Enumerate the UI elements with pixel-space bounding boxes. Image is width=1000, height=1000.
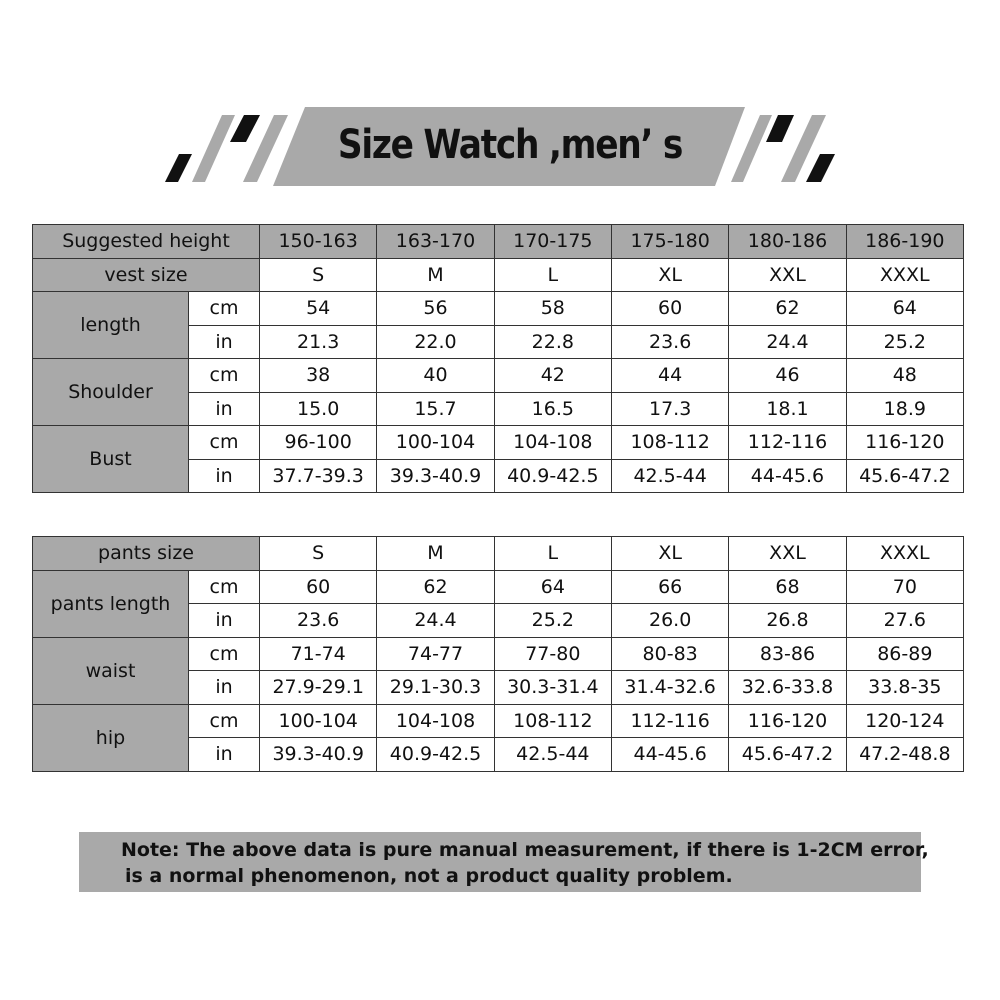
value-cell: 18.9 [846, 392, 963, 426]
value-cell: 31.4-32.6 [612, 671, 729, 705]
value-cell: 39.3-40.9 [260, 738, 377, 772]
unit-cm: cm [189, 359, 260, 393]
value-cell: 23.6 [260, 604, 377, 638]
value-cell: 37.7-39.3 [260, 459, 377, 493]
value-cell: 24.4 [377, 604, 494, 638]
size-cell: M [377, 537, 494, 571]
value-cell: 64 [494, 570, 611, 604]
size-cell: L [494, 258, 611, 292]
unit-in: in [189, 325, 260, 359]
size-label: pants size [33, 537, 260, 571]
value-cell: 86-89 [846, 637, 963, 671]
unit-in: in [189, 738, 260, 772]
vest-size-table [32, 224, 964, 493]
pants-size-table [32, 536, 964, 772]
height-label: Suggested height [33, 225, 260, 259]
measure-row-cm [33, 637, 964, 671]
value-cell: 15.0 [260, 392, 377, 426]
measure-row-cm [33, 359, 964, 393]
unit-cm: cm [189, 292, 260, 326]
value-cell: 42 [494, 359, 611, 393]
value-cell: 74-77 [377, 637, 494, 671]
value-cell: 77-80 [494, 637, 611, 671]
height-row [33, 225, 964, 259]
unit-cm: cm [189, 426, 260, 460]
value-cell: 60 [611, 292, 728, 326]
value-cell: 112-116 [612, 704, 729, 738]
value-cell: 15.7 [377, 392, 494, 426]
value-cell: 64 [846, 292, 963, 326]
value-cell: 80-83 [612, 637, 729, 671]
right-stripe-dark-2 [806, 154, 835, 182]
value-cell: 44 [611, 359, 728, 393]
height-cell: 163-170 [377, 225, 494, 259]
value-cell: 25.2 [494, 604, 611, 638]
size-cell: XL [612, 537, 729, 571]
measure-label: length [33, 292, 189, 359]
unit-in: in [189, 392, 260, 426]
height-cell: 170-175 [494, 225, 611, 259]
value-cell: 27.6 [846, 604, 963, 638]
value-cell: 60 [260, 570, 377, 604]
measure-row-cm [33, 292, 964, 326]
measure-label: pants length [33, 570, 189, 637]
value-cell: 108-112 [494, 704, 611, 738]
value-cell: 42.5-44 [611, 459, 728, 493]
measure-label: Bust [33, 426, 189, 493]
value-cell: 120-124 [846, 704, 963, 738]
value-cell: 44-45.6 [729, 459, 846, 493]
value-cell: 22.8 [494, 325, 611, 359]
unit-cm: cm [189, 570, 260, 604]
value-cell: 42.5-44 [494, 738, 611, 772]
size-cell: S [260, 537, 377, 571]
value-cell: 16.5 [494, 392, 611, 426]
value-cell: 22.0 [377, 325, 494, 359]
value-cell: 17.3 [611, 392, 728, 426]
value-cell: 66 [612, 570, 729, 604]
value-cell: 45.6-47.2 [846, 459, 963, 493]
value-cell: 58 [494, 292, 611, 326]
note-line-1: Note: The above data is pure manual measurement, if there is 1-2CM error, [121, 839, 929, 861]
value-cell: 30.3-31.4 [494, 671, 611, 705]
value-cell: 62 [729, 292, 846, 326]
value-cell: 33.8-35 [846, 671, 963, 705]
value-cell: 45.6-47.2 [729, 738, 846, 772]
size-row [33, 258, 964, 292]
value-cell: 29.1-30.3 [377, 671, 494, 705]
value-cell: 47.2-48.8 [846, 738, 963, 772]
size-cell: M [377, 258, 494, 292]
value-cell: 27.9-29.1 [260, 671, 377, 705]
value-cell: 23.6 [611, 325, 728, 359]
measure-label: Shoulder [33, 359, 189, 426]
value-cell: 83-86 [729, 637, 846, 671]
value-cell: 116-120 [729, 704, 846, 738]
height-cell: 150-163 [260, 225, 377, 259]
value-cell: 56 [377, 292, 494, 326]
value-cell: 100-104 [377, 426, 494, 460]
value-cell: 24.4 [729, 325, 846, 359]
height-cell: 186-190 [846, 225, 963, 259]
measure-row-cm [33, 704, 964, 738]
value-cell: 100-104 [260, 704, 377, 738]
note-line-2: is a normal phenomenon, not a product quality problem. [125, 865, 733, 887]
value-cell: 21.3 [260, 325, 377, 359]
unit-in: in [189, 671, 260, 705]
size-label: vest size [33, 258, 260, 292]
value-cell: 26.8 [729, 604, 846, 638]
unit-in: in [189, 459, 260, 493]
left-stripe-light-1 [192, 115, 235, 182]
unit-in: in [189, 604, 260, 638]
value-cell: 112-116 [729, 426, 846, 460]
value-cell: 54 [260, 292, 377, 326]
value-cell: 96-100 [260, 426, 377, 460]
measure-row-cm [33, 426, 964, 460]
value-cell: 39.3-40.9 [377, 459, 494, 493]
value-cell: 25.2 [846, 325, 963, 359]
size-cell: XL [611, 258, 728, 292]
value-cell: 104-108 [494, 426, 611, 460]
height-cell: 180-186 [729, 225, 846, 259]
size-cell: XXL [729, 258, 846, 292]
size-cell: XXXL [846, 258, 963, 292]
value-cell: 40.9-42.5 [377, 738, 494, 772]
value-cell: 40.9-42.5 [494, 459, 611, 493]
value-cell: 68 [729, 570, 846, 604]
measure-row-cm [33, 570, 964, 604]
unit-cm: cm [189, 704, 260, 738]
height-cell: 175-180 [611, 225, 728, 259]
value-cell: 116-120 [846, 426, 963, 460]
left-stripe-dark-2 [230, 115, 260, 142]
value-cell: 104-108 [377, 704, 494, 738]
value-cell: 62 [377, 570, 494, 604]
note-box [79, 832, 929, 892]
left-stripe-dark-1 [165, 154, 192, 182]
size-cell: XXL [729, 537, 846, 571]
value-cell: 38 [260, 359, 377, 393]
value-cell: 48 [846, 359, 963, 393]
size-row [33, 537, 964, 571]
value-cell: 44-45.6 [612, 738, 729, 772]
value-cell: 70 [846, 570, 963, 604]
value-cell: 32.6-33.8 [729, 671, 846, 705]
size-cell: S [260, 258, 377, 292]
value-cell: 18.1 [729, 392, 846, 426]
measure-label: hip [33, 704, 189, 771]
value-cell: 40 [377, 359, 494, 393]
value-cell: 46 [729, 359, 846, 393]
unit-cm: cm [189, 637, 260, 671]
value-cell: 71-74 [260, 637, 377, 671]
value-cell: 108-112 [611, 426, 728, 460]
measure-label: waist [33, 637, 189, 704]
page-title: Size Watch ,men’ s [337, 122, 683, 168]
size-cell: L [494, 537, 611, 571]
size-cell: XXXL [846, 537, 963, 571]
value-cell: 26.0 [612, 604, 729, 638]
